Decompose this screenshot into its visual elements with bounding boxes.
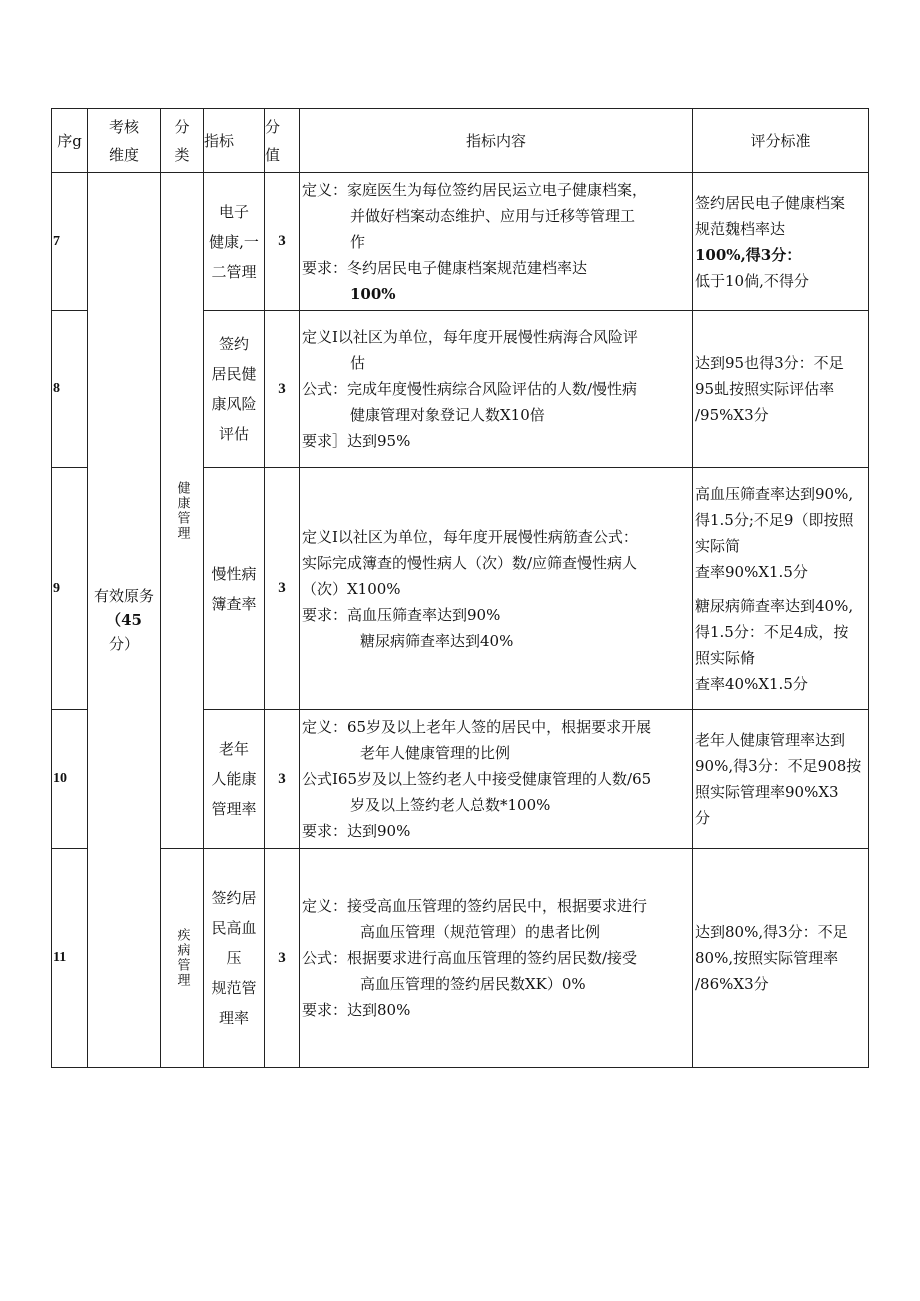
assessment-table: [51, 108, 869, 1068]
content-line: 实际完成簿查的慢性病人（次）数/应筛查慢性病人: [302, 553, 638, 572]
content-line: 公式：完成年度慢性病综合风险评估的人数/慢性病: [302, 380, 638, 398]
row-content: [300, 468, 693, 710]
criteria-line: 分: [695, 809, 711, 827]
criteria-line: 查率40%X1.5分: [695, 674, 808, 693]
row-criteria: [693, 849, 869, 1068]
content-line: 定义：接受高血压管理的签约居民中，根据要求进行: [302, 897, 648, 915]
criteria-line: 规范魏档率达: [695, 219, 786, 238]
header-dimension: [88, 109, 161, 173]
criteria-line: 照实际脩: [695, 648, 756, 667]
header-seq: 序g: [52, 109, 88, 173]
content-line: 定义I以社区为单位，每年度开展慢性病筋查公式：: [302, 527, 638, 546]
indicator-line: 评估: [218, 425, 249, 443]
header-category-line2: 类: [174, 145, 190, 164]
indicator-line: 民高血: [211, 919, 257, 937]
criteria-line: 高血压筛查率达到90%,: [695, 484, 854, 503]
criteria-line: 95虬按照实际评估率: [695, 380, 835, 398]
row-seq: 11: [52, 849, 88, 1068]
criteria-line: 80%,按照实际管理率: [695, 949, 839, 967]
criteria-line: 90%,得3分：不足908按: [695, 757, 862, 775]
dimension-line3: 分）: [108, 635, 139, 653]
row-indicator: [204, 468, 265, 710]
criteria-line: /95%X3分: [695, 406, 769, 424]
content-line: 定义：65岁及以上老年人签的居民中，根据要求开展: [302, 718, 652, 736]
content-line: 老年人健康管理的比例: [360, 744, 511, 762]
content-line: 定义I以社区为单位，每年度开展慢性病海合风险评: [302, 328, 638, 346]
criteria-line: 老年人健康管理率达到: [695, 731, 846, 749]
row-score: 3: [265, 173, 300, 311]
indicator-line: 二管理: [211, 262, 257, 281]
row-criteria: [693, 468, 869, 710]
criteria-line: 签约居民电子健康档案: [695, 193, 846, 212]
content-line: 糖尿病筛查率达到40%: [360, 631, 514, 650]
content-line: 估: [350, 354, 366, 372]
header-content: 指标内容: [300, 109, 693, 173]
indicator-line: 规范管: [211, 979, 257, 997]
content-line: 高血压管理的签约居民数XK）0%: [360, 975, 586, 993]
content-line: 健康管理对象登记人数X10倍: [350, 406, 545, 424]
row-indicator: [204, 173, 265, 311]
indicator-line: 居民健: [211, 365, 257, 383]
row-score: 3: [265, 849, 300, 1068]
content-line: 要求：高血压筛查率达到90%: [302, 605, 501, 624]
content-line: 作: [350, 232, 366, 251]
row-content: [300, 710, 693, 849]
row-criteria: [693, 311, 869, 468]
header-dimension-line1: 考核: [108, 117, 139, 136]
header-indicator: 指标: [204, 109, 265, 173]
indicator-line: 慢性病: [211, 564, 257, 583]
header-criteria: 评分标准: [693, 109, 869, 173]
row-seq: 7: [52, 173, 88, 311]
content-line: 定义：家庭医生为每位签约居民运立电子健康档案，: [302, 180, 648, 199]
criteria-line: 得1.5分;不足9（即按照: [695, 510, 854, 529]
indicator-line: 老年: [218, 740, 249, 758]
content-line: 岁及以上签约老人总数*100%: [350, 796, 551, 814]
indicator-line: 签约: [218, 335, 249, 353]
criteria-line: 照实际管理率90%X3: [695, 783, 839, 801]
content-line: 100%: [350, 284, 396, 303]
row-content: [300, 849, 693, 1068]
header-category-line1: 分: [174, 117, 190, 136]
row-score: 3: [265, 710, 300, 849]
content-line: 要求：冬约居民电子健康档案规范建档率达: [302, 258, 588, 277]
criteria-line: 100%,得3分：: [695, 245, 802, 264]
row-content: [300, 173, 693, 311]
row-indicator: [204, 710, 265, 849]
criteria-line: 达到95也得3分：不足: [695, 354, 844, 372]
indicator-line: 康风险: [211, 395, 257, 413]
row-seq: 10: [52, 710, 88, 849]
header-score: [265, 109, 300, 173]
row-indicator: [204, 849, 265, 1068]
dimension-line1: 有效原务: [93, 587, 154, 605]
row-indicator: [204, 311, 265, 468]
row-criteria: [693, 710, 869, 849]
indicator-line: 电子: [218, 202, 249, 221]
header-category: [161, 109, 204, 173]
indicator-line: 签约居: [211, 889, 257, 907]
criteria-line: 查率90%X1.5分: [695, 562, 808, 581]
criteria-line: 低于10倘,不得分: [695, 271, 809, 290]
content-line: 高血压管理（规范管理）的患者比例: [360, 923, 601, 941]
dimension-cell: [88, 173, 161, 1068]
header-dimension-line2: 维度: [108, 145, 139, 164]
dimension-line2: （45: [106, 611, 142, 629]
table-row: [52, 173, 869, 311]
indicator-line: 人能康: [211, 770, 257, 788]
row-seq: 8: [52, 311, 88, 468]
content-line: 公式：根据要求进行高血压管理的签约居民数/接受: [302, 949, 638, 967]
header-row: [52, 109, 869, 173]
indicator-line: 簿查率: [211, 594, 257, 613]
header-score-line1: 分: [265, 117, 281, 136]
indicator-line: 理率: [218, 1009, 249, 1027]
header-score-line2: 值: [265, 145, 281, 164]
content-line: 要求］达到95%: [302, 432, 411, 450]
table-row: [52, 849, 869, 1068]
content-line: （次）X100%: [302, 579, 401, 598]
category-health: 健康管理: [174, 480, 190, 541]
row-content: [300, 311, 693, 468]
row-seq: 9: [52, 468, 88, 710]
criteria-line: 糖尿病筛查率达到40%,: [695, 596, 854, 615]
row-criteria: [693, 173, 869, 311]
indicator-line: 管理率: [211, 800, 257, 818]
content-line: 要求：达到80%: [302, 1001, 411, 1019]
indicator-line: 压: [226, 949, 242, 967]
content-line: 公式I65岁及以上签约老人中接受健康管理的人数/65: [302, 770, 652, 788]
content-line: 要求：达到90%: [302, 822, 411, 840]
criteria-line: 达到80%,得3分：不足: [695, 923, 848, 941]
criteria-line: 实际简: [695, 536, 741, 555]
content-line: 并做好档案动态维护、应用与迁移等管理工: [350, 206, 636, 225]
criteria-line: /86%X3分: [695, 975, 769, 993]
category-disease: 疾病管理: [174, 928, 190, 988]
category-disease-cell: [161, 849, 204, 1068]
row-score: 3: [265, 311, 300, 468]
row-score: 3: [265, 468, 300, 710]
indicator-line: 健康,一: [209, 232, 259, 251]
criteria-line: 得1.5分：不足4成，按: [695, 622, 849, 641]
category-health-cell: [161, 173, 204, 849]
